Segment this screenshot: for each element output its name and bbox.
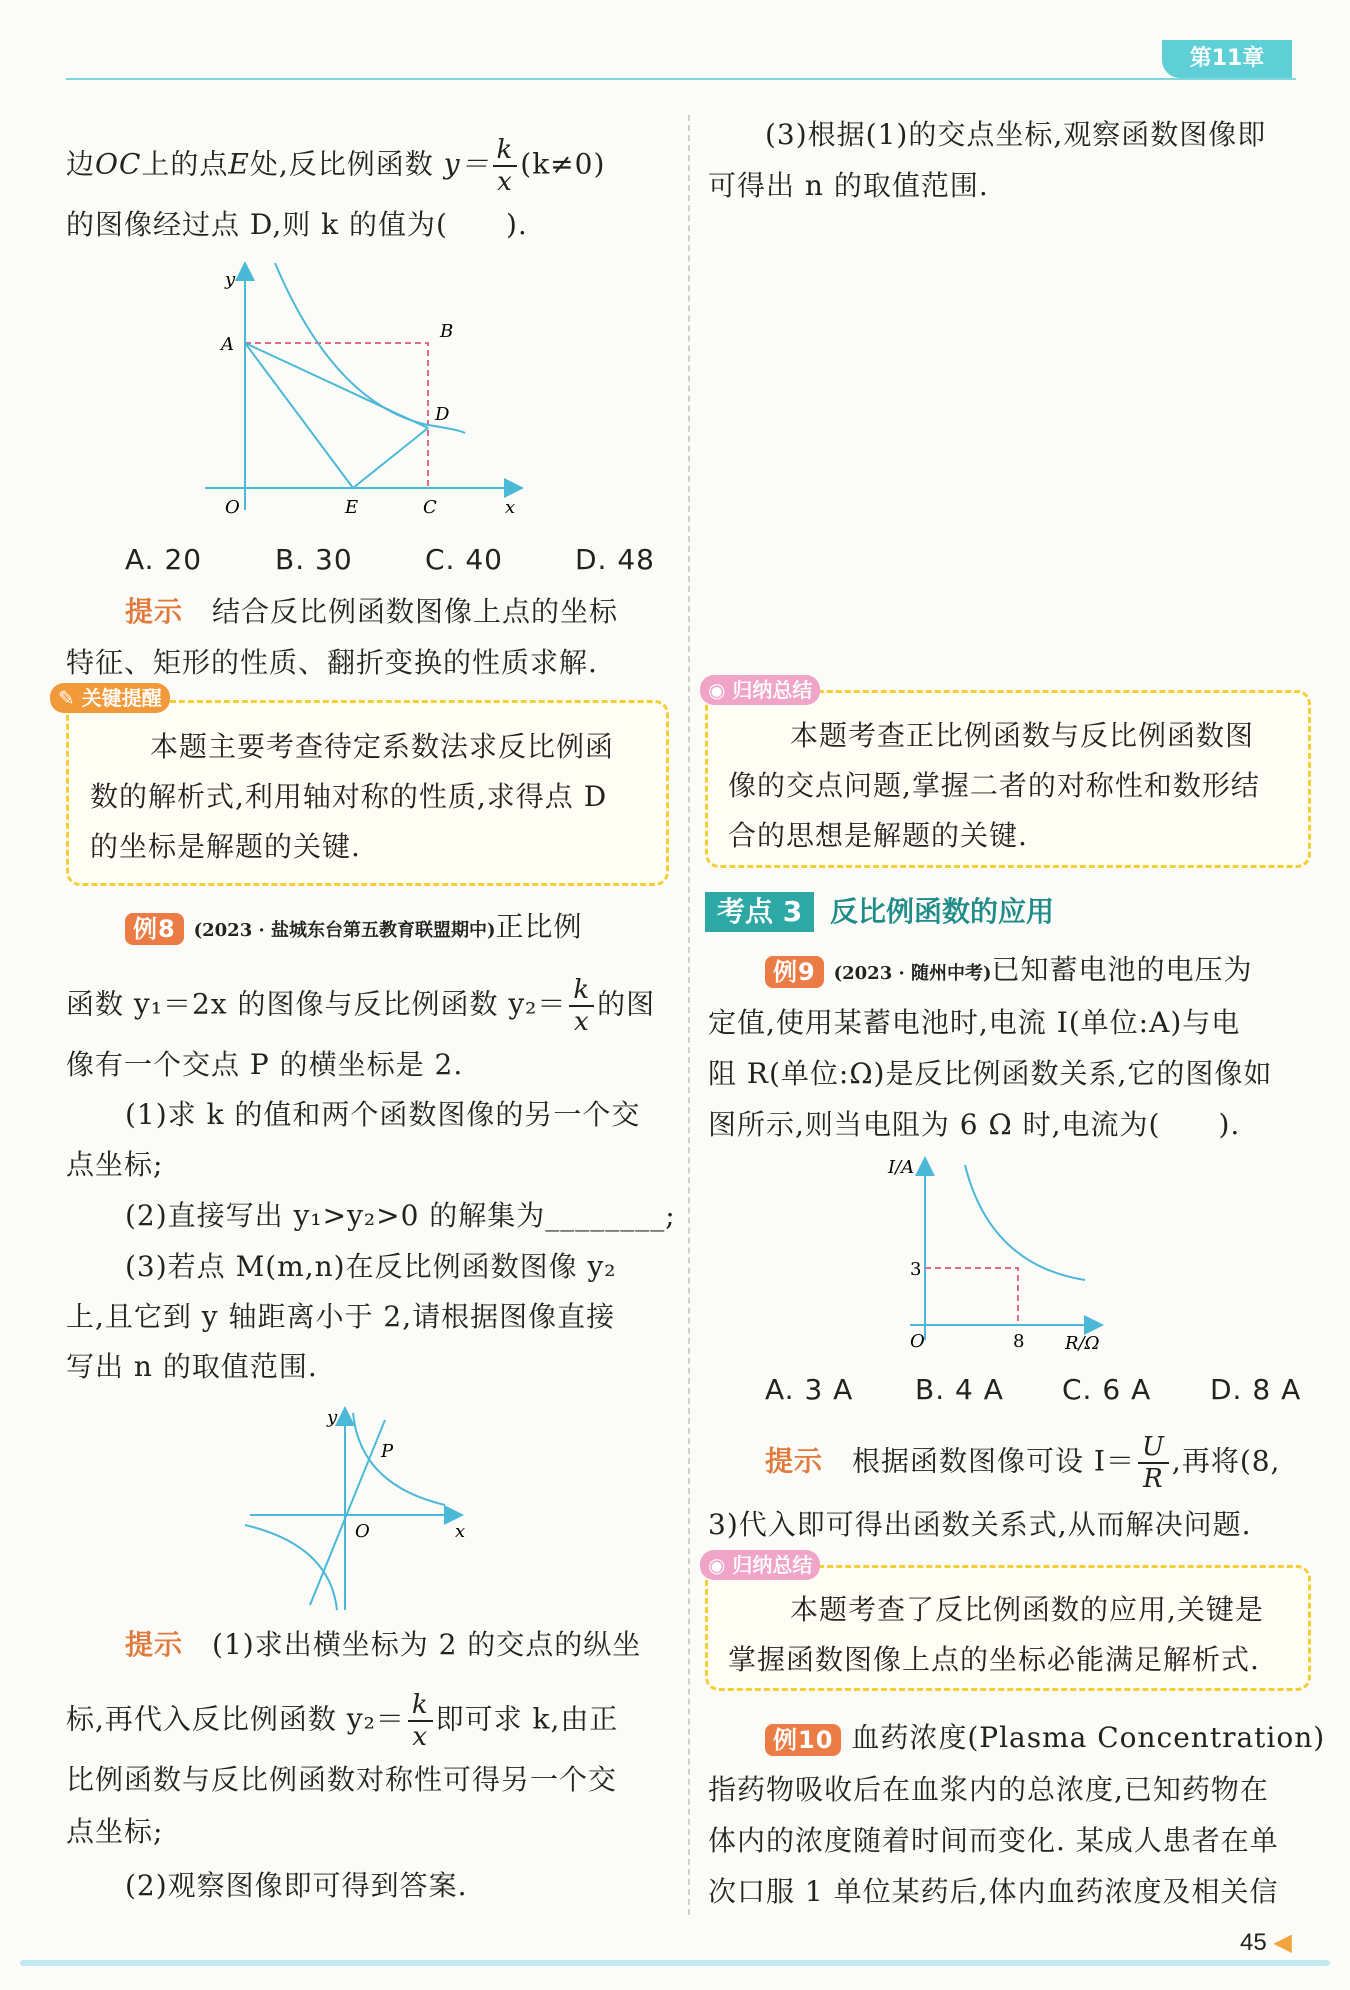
label-O: O xyxy=(910,1331,925,1352)
label-x: x xyxy=(455,1521,466,1542)
label-O: O xyxy=(355,1521,370,1542)
ex9-line-3: 阻 R(单位:Ω)是反比例函数关系,它的图像如 xyxy=(708,1057,1273,1090)
label-y: y xyxy=(225,269,236,290)
ex8-line-2: 函数 y₁＝2x 的图像与反比例函数 y₂＝ $\frac{k}{x}$ 的图 xyxy=(66,975,656,1037)
chapter-tab: 第11章 xyxy=(1162,40,1292,78)
figure-current-resistance xyxy=(880,1155,1130,1355)
example-10-badge: 例10 xyxy=(765,1724,841,1756)
page-number: 45 ◀ xyxy=(1240,1929,1292,1956)
pencil-icon: ✎ xyxy=(58,686,75,710)
key-line-3: 的坐标是解题的关键. xyxy=(90,830,361,863)
label-E: E xyxy=(345,497,359,518)
header-rule xyxy=(66,78,1296,80)
globe-icon: ◉ xyxy=(708,678,726,702)
label-8: 8 xyxy=(1013,1331,1025,1352)
ex8-q2: (2)直接写出 y₁>y₂>0 的解集为________; xyxy=(125,1199,676,1232)
inverse-curve xyxy=(965,1165,1085,1280)
label-3: 3 xyxy=(910,1259,922,1280)
choice-c-2[interactable]: C. 6 A xyxy=(1062,1373,1152,1406)
question-line-2: 的图像经过点 D,则 k 的值为( ). xyxy=(66,208,528,241)
ex8-q3-b: 上,且它到 y 轴距离小于 2,请根据图像直接 xyxy=(66,1300,616,1333)
label-y: I/A xyxy=(888,1157,915,1178)
ex9-line-2: 定值,使用某蓄电池时,电流 I(单位:A)与电 xyxy=(708,1006,1241,1039)
key-reminder-tag: ✎ 关键提醒 xyxy=(50,683,170,713)
summary1-line-2: 像的交点问题,掌握二者的对称性和数形结 xyxy=(728,769,1260,802)
hyperbola-branch-2 xyxy=(245,1525,337,1610)
fraction-k-over-x: $\frac{k}{x}$ xyxy=(493,135,518,197)
choice-b-2[interactable]: B. 4 A xyxy=(915,1373,1004,1406)
segment-AE xyxy=(245,343,353,488)
ex8-line-1: 例8 (2023 · 盐城东台第五教育联盟期中)正比例 xyxy=(125,907,583,951)
hint2-line-1: 提示 (1)求出横坐标为 2 的交点的纵坐 xyxy=(125,1628,642,1661)
segment-ED xyxy=(353,428,428,488)
column-divider xyxy=(688,115,690,1915)
summary-tag-2: ◉ 归纳总结 xyxy=(700,1550,820,1580)
hint2-line-3: 比例函数与反比例函数对称性可得另一个交 xyxy=(66,1763,618,1796)
keypoint-title: 反比例函数的应用 xyxy=(830,895,1055,928)
summary2-line-1: 本题考查了反比例函数的应用,关键是 xyxy=(790,1593,1264,1626)
label-y: y xyxy=(327,1407,338,1428)
key-line-2: 数的解析式,利用轴对称的性质,求得点 D xyxy=(90,780,608,813)
ex10-line-2: 指药物吸收后在血浆内的总浓度,已知药物在 xyxy=(708,1773,1269,1806)
summary1-line-1: 本题考查正比例函数与反比例函数图 xyxy=(790,719,1255,752)
label-x: x xyxy=(505,497,516,518)
choice-d-2[interactable]: D. 8 A xyxy=(1210,1373,1302,1406)
choice-d[interactable]: D. 48 xyxy=(575,543,655,576)
guide-dashed xyxy=(925,1268,1018,1325)
keypoint-label: 考点 3 xyxy=(705,892,814,932)
triangle-left-icon: ◀ xyxy=(1273,1929,1292,1956)
ex8-q3-a: (3)若点 M(m,n)在反比例函数图像 y₂ xyxy=(125,1250,617,1283)
choice-b[interactable]: B. 30 xyxy=(275,543,353,576)
key-line-1: 本题主要考查待定系数法求反比例函 xyxy=(150,730,615,763)
hint2-line-2: 标,再代入反比例函数 y₂＝ $\frac{k}{x}$ 即可求 k,由正 xyxy=(66,1690,619,1752)
hyperbola-branch-1 xyxy=(353,1413,445,1505)
label-B: B xyxy=(440,321,454,342)
figure-rectangle-fold xyxy=(195,255,535,525)
label-x: R/Ω xyxy=(1065,1333,1100,1354)
hint2-line-5: (2)观察图像即可得到答案. xyxy=(125,1869,468,1902)
example-8-badge: 例8 xyxy=(125,913,184,945)
ex9-line-4: 图所示,则当电阻为 6 Ω 时,电流为( ). xyxy=(708,1108,1241,1141)
ex8-line-3: 像有一个交点 P 的横坐标是 2. xyxy=(66,1048,464,1081)
choice-a[interactable]: A. 20 xyxy=(125,543,203,576)
summary2-line-2: 掌握函数图像上点的坐标必能满足解析式. xyxy=(728,1643,1260,1676)
label-D: D xyxy=(435,404,450,425)
ex8-q1-b: 点坐标; xyxy=(66,1148,164,1181)
line-y1 xyxy=(310,1420,385,1605)
hint3-line-1: (3)根据(1)的交点坐标,观察函数图像即 xyxy=(765,118,1267,151)
example-9-badge: 例9 xyxy=(765,956,824,988)
label-A: A xyxy=(221,334,234,355)
question-line-1: 边OC上的点E处,反比例函数 y＝ $\frac{k}{x}$ (k≠0) xyxy=(66,135,606,197)
ex10-line-3: 体内的浓度随着时间而变化. 某成人患者在单 xyxy=(708,1824,1279,1857)
ex8-q3-c: 写出 n 的取值范围. xyxy=(66,1350,318,1383)
summary-tag-1: ◉ 归纳总结 xyxy=(700,675,820,705)
hint4-line-1: 提示 根据函数图像可设 I＝ $\frac{U}{R}$ ,再将(8, xyxy=(765,1432,1281,1494)
label-O: O xyxy=(225,497,240,518)
label-P: P xyxy=(381,1441,394,1462)
label-C: C xyxy=(423,497,437,518)
ex8-source: (2023 · 盐城东台第五教育联盟期中) xyxy=(193,920,496,941)
hint4-line-2: 3)代入即可得出函数关系式,从而解决问题. xyxy=(708,1508,1252,1541)
hint-line-2: 特征、矩形的性质、翻折变换的性质求解. xyxy=(66,646,598,679)
ex10-line-4: 次口服 1 单位某药后,体内血药浓度及相关信 xyxy=(708,1875,1279,1908)
figure-intersection xyxy=(245,1405,485,1615)
choice-c[interactable]: C. 40 xyxy=(425,543,503,576)
hint-label: 提示 xyxy=(125,595,184,628)
ex9-line-1: 例9 (2023 · 随州中考)已知蓄电池的电压为 xyxy=(765,950,1253,994)
hint2-line-4: 点坐标; xyxy=(66,1815,164,1848)
ex10-line-1: 例10 血药浓度(Plasma Concentration) xyxy=(765,1718,1325,1758)
segment-AD xyxy=(245,343,428,428)
footer-rule xyxy=(20,1960,1330,1966)
ex9-source: (2023 · 随州中考) xyxy=(833,963,992,984)
summary1-line-3: 合的思想是解题的关键. xyxy=(728,819,1028,852)
hint-line-1: 提示 结合反比例函数图像上点的坐标 xyxy=(125,595,619,628)
globe-icon: ◉ xyxy=(708,1553,726,1577)
choice-a-2[interactable]: A. 3 A xyxy=(765,1373,854,1406)
ex8-q1-a: (1)求 k 的值和两个函数图像的另一个交 xyxy=(125,1098,641,1131)
hint3-line-2: 可得出 n 的取值范围. xyxy=(708,169,989,202)
